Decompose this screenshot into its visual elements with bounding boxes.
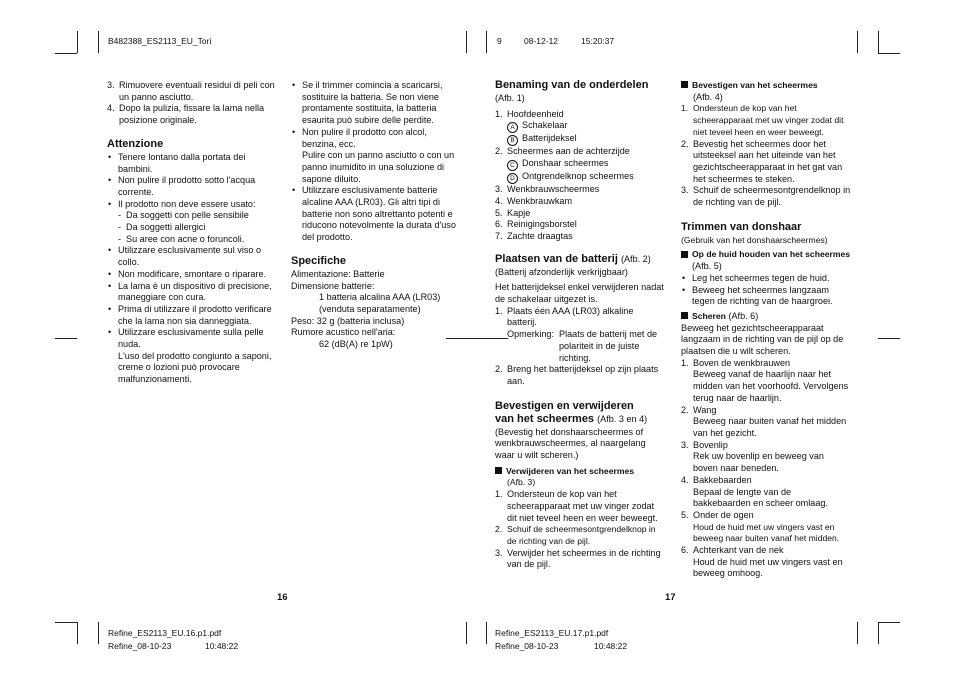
square-bullet-icon [681, 251, 688, 258]
zone-label: Bakkebaarden [693, 474, 752, 485]
note [495, 329, 665, 364]
crop-mark [486, 31, 487, 53]
list-item: 1. Plaats één AAA (LR03) alkaline batterij. [495, 305, 634, 328]
list-item: 2. Wang [681, 404, 717, 415]
step-text: Dopo la pulizia, fissare la lama nella posizione originale. [119, 103, 265, 126]
page-number-left: 16 [277, 592, 288, 603]
part-label: Scheermes aan de achterzijde [507, 146, 630, 157]
part-marker: A [507, 122, 518, 133]
header-date: 08-12-12 [524, 36, 559, 46]
battery-heading-text: Plaatsen van de batterij [495, 252, 618, 265]
hold-heading-text: Op de huid houden van het scheermes [692, 249, 851, 260]
figure-ref: (Afb. 4) [693, 91, 723, 102]
part-marker: B [507, 135, 518, 146]
crop-mark [857, 31, 858, 53]
list-item: • Utilizzare esclusivamente batterie alcaline AAA (LR03). Gli altri tipi di batterie non sono altrettanto potenti e riducono notevolmente la durata d'uso del prodotto. [291, 185, 461, 244]
list-item: 3. Wenkbrauwscheermes [495, 184, 600, 195]
list-item: 3. Schuif de scheermesontgrendelknop in de richting van de pijl. [681, 185, 851, 208]
sub-list [107, 210, 277, 245]
footer-right-time: 10:48:22 [594, 641, 628, 651]
square-bullet-icon [495, 467, 502, 474]
column-italian-2 [291, 80, 461, 351]
step-text: Rimuovere eventuali residui di peli con un panno asciutto. [119, 80, 275, 102]
trim-subtitle: (Gebruik van het donshaarscheermes) [681, 234, 828, 245]
part-label: Donshaar scheermes [522, 158, 609, 169]
list-item: • Se il trimmer comincia a scaricarsi, sostituire la batteria. Se non viene prontamente sostituita, la batteria esaurita può subire delle perdite. [291, 80, 461, 127]
list-item: • Il prodotto non deve essere usato: [107, 199, 277, 211]
step-number: 4. [107, 103, 115, 114]
battery-subtitle: (Batterij afzonderlijk verkrijgbaar) [495, 266, 628, 277]
step-text: Verwijder het scheermes in de richting van de pijl. [507, 547, 661, 570]
column-dutch-1 [495, 79, 665, 571]
list-item: - Da soggetti allergici [118, 222, 277, 234]
list-item: • Leg het scheermes tegen de huid. [681, 273, 851, 285]
part-label: Ontgrendelknop scheermes [522, 171, 634, 182]
step-text: Plaats één AAA (LR03) alkaline batterij. [507, 305, 634, 328]
list-item: 1. Ondersteun de kop van het scheerapparaat met uw vinger zodat dit niet teveel heen en weer beweegt. [681, 103, 844, 137]
spec-line: 62 (dB(A) re 1pW) [319, 339, 393, 350]
part-label: Schakelaar [522, 120, 568, 131]
header-time: 15:20:37 [581, 36, 615, 46]
fix-subtitle: (Bevestig het donshaarscheermes of wenkbrauwscheermes, al naargelang waar u wilt scheren.) [495, 426, 646, 461]
crop-mark [98, 31, 99, 53]
zone-label: Bovenlip [693, 439, 728, 450]
list-item: 1. Ondersteun de kop van het scheerapparaat met uw vinger zodat dit niet teveel heen en weer beweegt. [495, 489, 658, 523]
list-item: 6. Achterkant van de nek [681, 545, 784, 556]
list-item: • Utilizzare esclusivamente sulla pelle nuda. [107, 327, 277, 350]
list-item: 6. Reinigingsborstel [495, 219, 577, 230]
list-item: • Beweeg het scheermes langzaam tegen de richting van de haargroei. [681, 285, 851, 308]
attention-heading: Attenzione [107, 137, 164, 150]
trim-heading: Trimmen van donshaar [681, 220, 802, 233]
list-item-continuation: Pulire con un panno asciutto o con un panno inumidito in una soluzione di sapone diluito. [302, 150, 455, 184]
crop-mark [878, 31, 879, 53]
list-item: - Su aree con acne o foruncoli. [118, 234, 277, 246]
crop-mark [486, 622, 487, 644]
spec-line: Dimensione batterie: [291, 280, 375, 291]
footer-left-time: 10:48:22 [205, 641, 239, 651]
part-label: Zachte draagtas [507, 230, 573, 241]
part-label: Hoofdeenheid [507, 108, 564, 119]
zone-label: Boven de wenkbrauwen [693, 357, 791, 368]
list-item: • La lama è un dispositivo di precisione, maneggiare con cura. [107, 281, 277, 304]
list-item [495, 120, 665, 133]
list-item [495, 171, 665, 184]
list-item-continuation: L'uso del prodotto congiunto a saponi, creme o lozioni può provocare malfunzionamenti. [118, 350, 272, 385]
zone-desc: Houd de huid met uw vingers vast en beweeg omhoog. [693, 556, 843, 579]
list-item: 5. Kapje [495, 207, 531, 218]
list-item: • Non pulire il prodotto sotto l'acqua corrente. [107, 175, 277, 198]
step-text: Schuif de scheermesontgrendelknop in de richting van de pijl. [693, 185, 851, 208]
part-label: Kapje [507, 207, 531, 218]
crop-mark [878, 338, 900, 339]
figure-ref: (Afb. 2) [620, 253, 651, 264]
list-item [107, 103, 277, 126]
step-text: Breng het batterijdeksel op zijn plaats aan. [507, 364, 659, 386]
figure-ref: (Afb. 5) [692, 261, 722, 272]
square-bullet-icon [681, 81, 688, 88]
footer-right-date: Refine_08-10-23 [495, 641, 559, 651]
remove-heading [495, 466, 665, 478]
remove-heading-text: Verwijderen van het scheermes [506, 465, 635, 476]
header-page-no: 9 [497, 36, 502, 46]
shave-heading-text: Scheren [692, 310, 726, 321]
zone-desc: Bepaal de lengte van de bakkebaarden en scheer omlaag. [693, 486, 828, 509]
crop-mark [466, 622, 467, 644]
crop-mark [55, 53, 77, 54]
parts-heading: Benaming van de onderdelen [495, 79, 649, 91]
step-text: Bevestig het scheermes door het uitsteeksel aan het uiteinde van het gezichtscheerapparaat in het gat van het scheermes te steken. [693, 138, 843, 184]
crop-mark [857, 622, 858, 644]
list-item: 4. Bakkebaarden [681, 474, 752, 485]
list-item: 7. Zachte draagtas [495, 230, 573, 241]
attach-heading-text: Bevestigen van het scheermes [692, 80, 818, 90]
list-item [107, 80, 277, 103]
figure-ref: (Afb. 3 en 4) [597, 413, 648, 424]
part-marker: C [507, 160, 518, 171]
part-marker: D [507, 173, 518, 184]
crop-mark [77, 622, 78, 644]
footer-left-file: Refine_ES2113_EU.16.p1.pdf [108, 628, 222, 638]
list-item: 2. Bevestig het scheermes door het uitsteeksel aan het uiteinde van het gezichtscheerapparaat in het gat van het scheermes te steken. [681, 138, 843, 184]
list-item: • Utilizzare esclusivamente sul viso o collo. [107, 245, 277, 268]
footer-left-date: Refine_08-10-23 [108, 641, 172, 651]
list-item: • Prima di utilizzare il prodotto verificare che la lama non sia danneggiata. [107, 304, 277, 327]
battery-heading [495, 253, 665, 266]
part-label: Reinigingsborstel [507, 219, 577, 230]
figure-ref: (Afb. 1) [495, 93, 525, 103]
battery-intro: Het batterijdeksel enkel verwijderen nadat de schakelaar uitgezet is. [495, 282, 664, 305]
zone-desc: Houd de huid met uw vingers vast en beweeg naar buiten vanaf het midden. [693, 521, 840, 544]
list-item [495, 158, 665, 171]
crop-mark [878, 622, 900, 623]
spec-line: 1 batteria alcalina AAA (LR03) [319, 292, 441, 303]
fix-heading-text: van het scheermes [495, 412, 595, 425]
header-code: B482388_ES2113_EU_Tori [108, 36, 212, 46]
list-item: 2. Breng het batterijdeksel op zijn plaats aan. [495, 364, 659, 386]
zone-desc: Rek uw bovenlip en beweeg van boven naar beneden. [693, 451, 824, 474]
list-item: 5. Onder de ogen [681, 509, 754, 520]
step-text: Ondersteun de kop van het scheerapparaat met uw vinger zodat dit niet teveel heen en weer beweegt. [507, 489, 658, 523]
column-italian-1 [107, 80, 277, 386]
part-label: Wenkbrauwscheermes [507, 184, 600, 195]
column-dutch-2 [681, 80, 851, 580]
figure-ref: (Afb. 6) [728, 310, 759, 321]
part-label: Wenkbrauwkam [507, 195, 573, 206]
zone-desc: Beweeg naar buiten vanaf het midden van het gezicht. [693, 416, 847, 438]
list-item: 1. Hoofdeenheid [495, 108, 564, 119]
fix-heading: Bevestigen en verwijderen [495, 399, 634, 412]
zone-label: Onder de ogen [693, 509, 754, 520]
zone-desc: Beweeg vanaf de haarlijn naar het midden van het voorhoofd. Vervolgens terug naar de haarlijn. [693, 369, 849, 403]
list-item: 1. Boven de wenkbrauwen [681, 357, 791, 368]
part-label: Batterijdeksel [522, 133, 577, 144]
step-text: Ondersteun de kop van het scheerapparaat met uw vinger zodat dit niet teveel heen en weer beweegt. [693, 103, 844, 137]
step-text: Schuif de scheermesontgrendelknop in de richting van de pijl. [507, 524, 656, 546]
list-item: • Tenere lontano dalla portata dei bambini. [107, 152, 277, 175]
list-item: 4. Wenkbrauwkam [495, 195, 573, 206]
note-label: Opmerking: [507, 329, 555, 340]
page-number-right: 17 [665, 592, 676, 603]
zone-label: Achterkant van de nek [693, 545, 784, 556]
list-item [495, 133, 665, 146]
fix-heading-line2 [495, 413, 665, 426]
zone-label: Wang [693, 404, 717, 415]
crop-mark [55, 338, 77, 339]
note-text: Plaats de batterij met de polariteit in de juiste richting. [559, 329, 658, 363]
footer-right-file: Refine_ES2113_EU.17.p1.pdf [495, 628, 609, 638]
spec-heading: Specifiche [291, 254, 347, 267]
shave-heading [681, 311, 851, 323]
crop-mark [77, 31, 78, 53]
crop-mark [878, 53, 900, 54]
spec-line: Rumore acustico nell'aria: [291, 327, 396, 338]
hold-heading [681, 249, 851, 272]
list-item: • Non modificare, smontare o riparare. [107, 269, 277, 281]
list-item: 2. Schuif de scheermesontgrendelknop in de richting van de pijl. [495, 524, 656, 546]
square-bullet-icon [681, 312, 688, 319]
attach-heading [681, 80, 851, 92]
list-item: 2. Scheermes aan de achterzijde [495, 146, 630, 157]
list-item: 3. Verwijder het scheermes in de richting van de pijl. [495, 547, 661, 570]
shave-intro: Beweeg het gezichtscheerapparaat langzaam in de richting van de pijl op de plaatsen die u wilt scheren. [681, 322, 844, 357]
crop-mark [98, 622, 99, 644]
spec-line: Peso: 32 g (batteria inclusa) [291, 315, 405, 326]
crop-mark [878, 622, 879, 644]
spec-line: (venduta separatamente) [319, 303, 421, 314]
list-item: 3. Bovenlip [681, 439, 728, 450]
crop-mark [466, 31, 467, 53]
step-number: 3. [107, 80, 115, 90]
list-item: - Da soggetti con pelle sensibile [118, 210, 277, 222]
figure-ref: (Afb. 3) [507, 477, 536, 488]
list-item: • Non pulire il prodotto con alcol, benzina, ecc. [291, 127, 461, 150]
spec-line: Alimentazione: Batterie [291, 268, 385, 279]
crop-mark [55, 622, 77, 623]
